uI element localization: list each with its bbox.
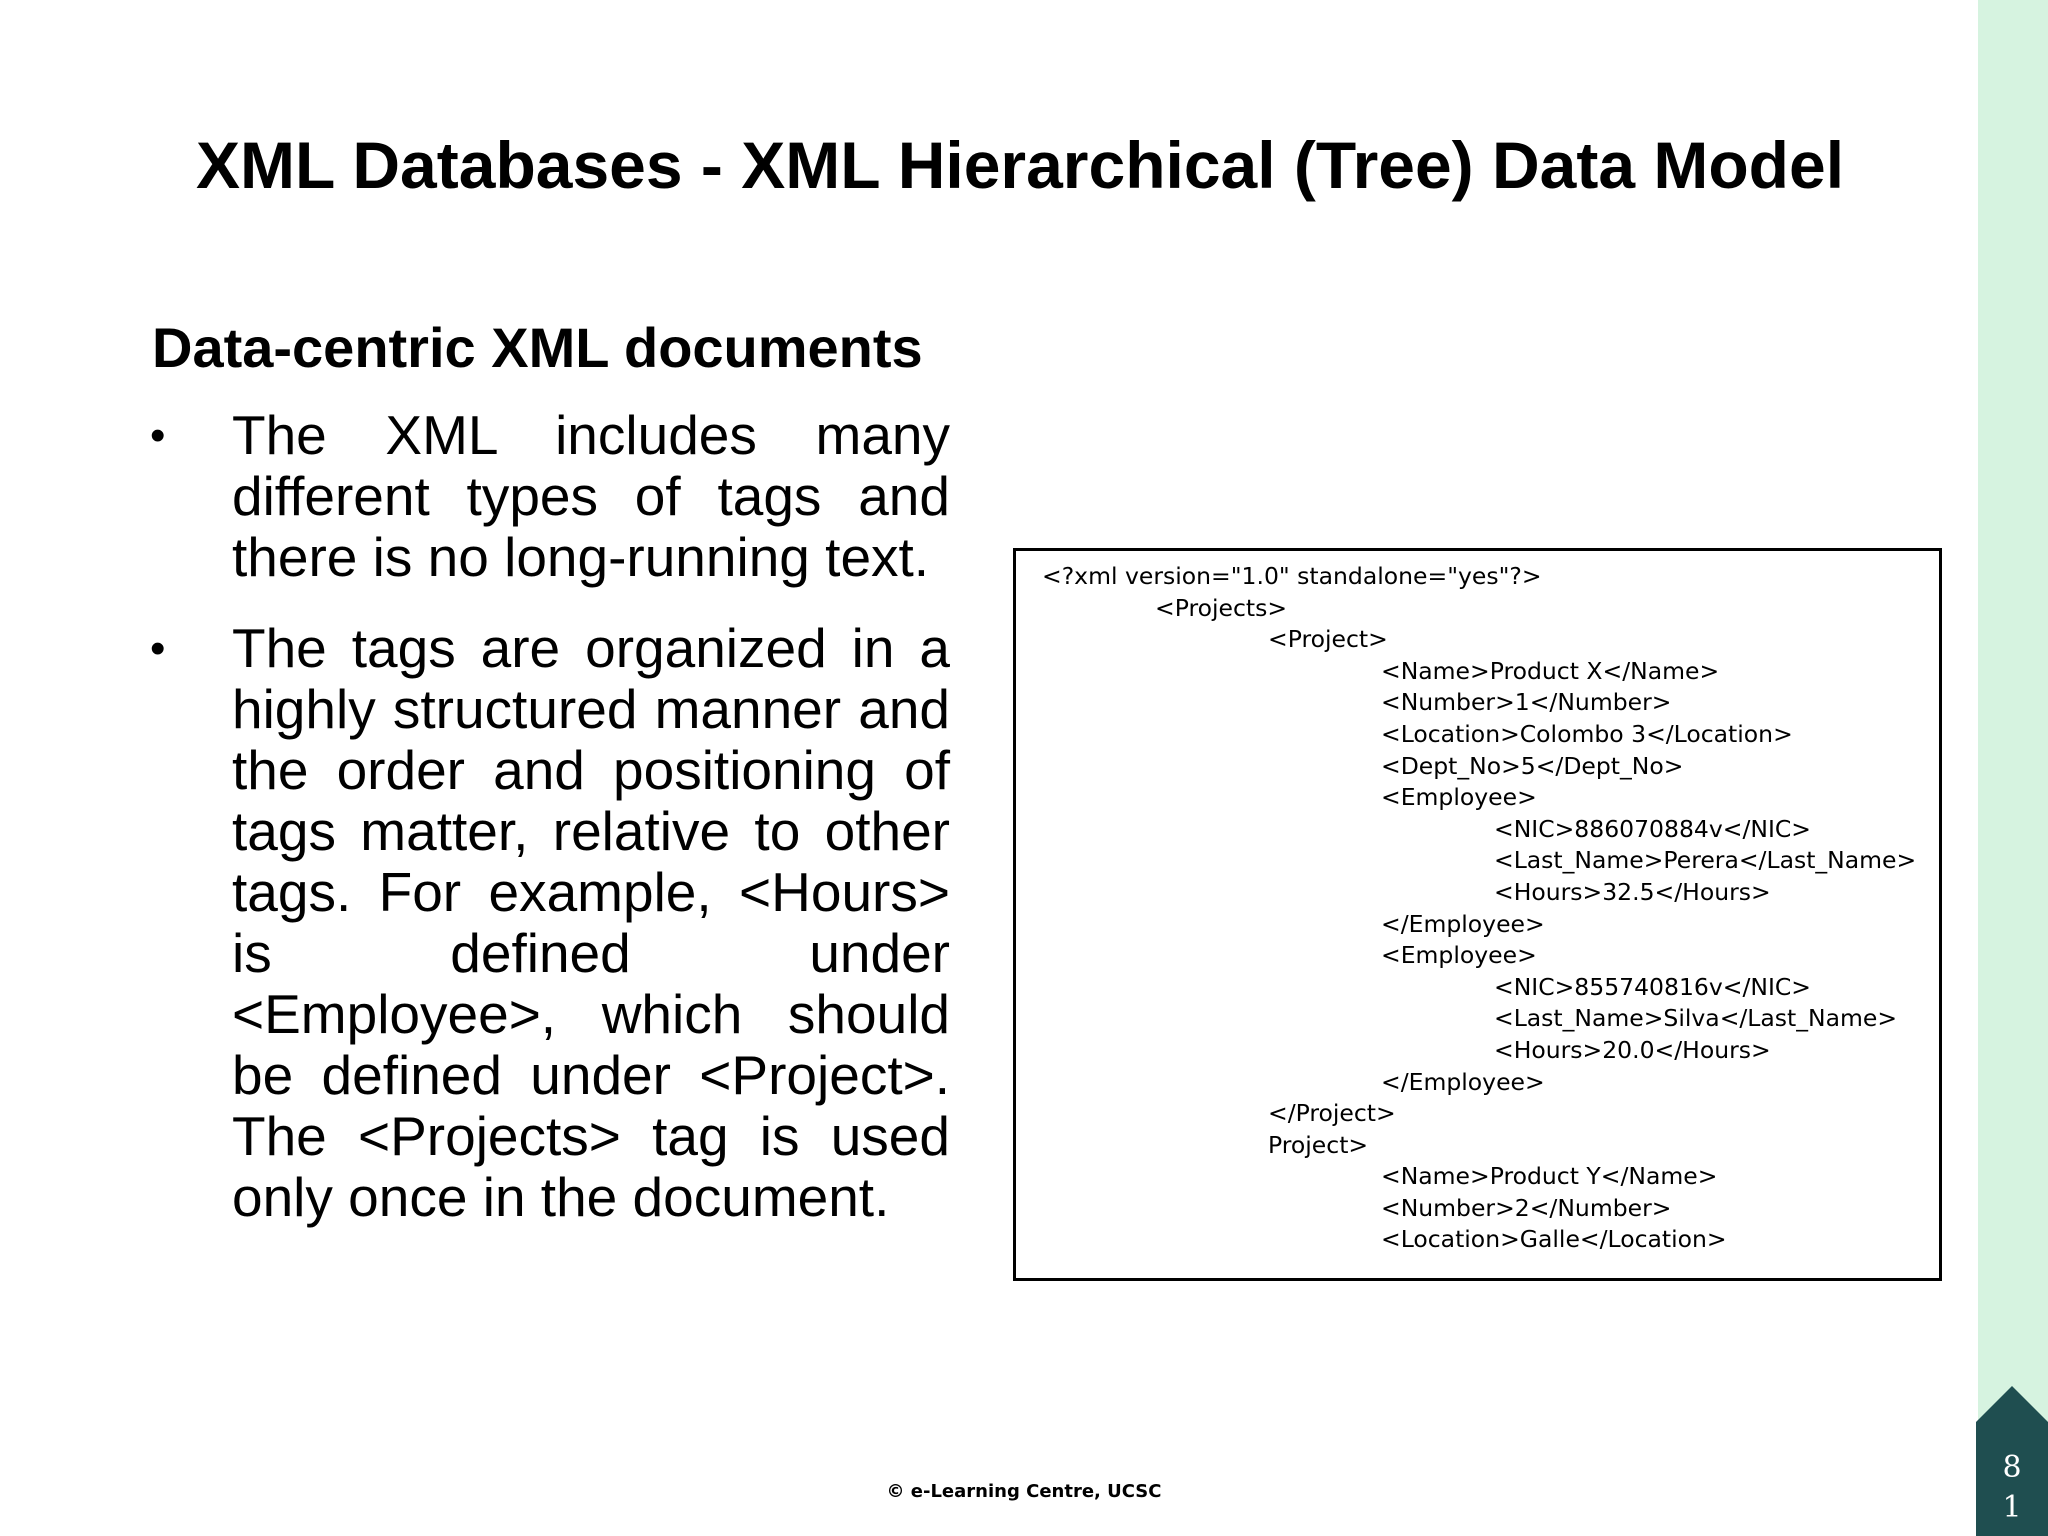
code-line: <Location>Colombo 3</Location>	[1381, 719, 1793, 748]
bullet-marker: •	[150, 624, 166, 673]
code-line: </Employee>	[1381, 909, 1545, 938]
code-line: <Hours>20.0</Hours>	[1494, 1035, 1771, 1064]
code-line: <Location>Galle</Location>	[1381, 1225, 1727, 1254]
code-line: Project>	[1268, 1130, 1369, 1159]
bullet-item	[150, 405, 950, 588]
page-number-badge	[1976, 1386, 2048, 1536]
code-line: <Name>Product Y</Name>	[1381, 1162, 1718, 1191]
code-line: <Dept_No>5</Dept_No>	[1381, 751, 1684, 780]
page-number-digit: 1	[2002, 1490, 2022, 1525]
code-line: </Employee>	[1381, 1067, 1545, 1096]
side-stripe	[1978, 0, 2048, 1536]
code-line: <Project>	[1268, 625, 1388, 654]
page-number	[1976, 1448, 2048, 1528]
bullet-text: The tags are organized in a highly structured manner and the order and positioning of tags matter, relative to other tags. For example, <Hours> is defined under <Employee>, which should be defined under <Project>. The <Projects> tag is used only once in the document.	[232, 617, 950, 1228]
bullet-list	[150, 405, 950, 1228]
code-line: <Last_Name>Silva</Last_Name>	[1494, 1004, 1898, 1033]
code-line: <NIC>886070884v</NIC>	[1494, 814, 1811, 843]
section-heading: Data-centric XML documents	[152, 316, 923, 379]
xml-code-lines	[1042, 561, 1916, 1256]
xml-declaration-line: <?xml version="1.0" standalone="yes"?>	[1042, 562, 1542, 590]
code-line: <NIC>855740816v</NIC>	[1494, 972, 1811, 1001]
code-line: <Hours>32.5</Hours>	[1494, 877, 1771, 906]
code-line: <Projects>	[1155, 593, 1288, 622]
slide-title: XML Databases - XML Hierarchical (Tree) Data Model	[195, 128, 1845, 202]
page-number-digit: 8	[2002, 1450, 2022, 1485]
code-line: <Employee>	[1381, 783, 1537, 812]
code-line: <Employee>	[1381, 941, 1537, 970]
code-line: <Number>1</Number>	[1381, 688, 1672, 717]
bullet-item	[150, 618, 950, 1228]
code-line: </Project>	[1268, 1099, 1396, 1128]
xml-code-sample	[1013, 548, 1942, 1281]
bullet-marker: •	[150, 411, 166, 460]
code-line: <Number>2</Number>	[1381, 1193, 1672, 1222]
code-line: <Name>Product X</Name>	[1381, 656, 1720, 685]
copyright-footer: © e-Learning Centre, UCSC	[886, 1481, 1162, 1502]
code-line: <Last_Name>Perera</Last_Name>	[1494, 846, 1917, 875]
bullet-text: The XML includes many different types of tags and there is no long-running text.	[232, 404, 950, 588]
